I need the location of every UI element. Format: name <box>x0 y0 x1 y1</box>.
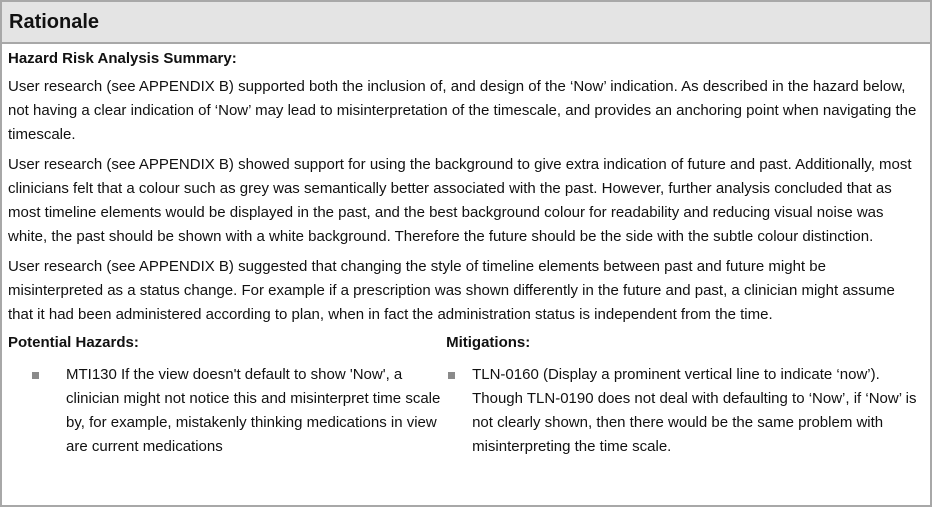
summary-paragraph-3: User research (see APPENDIX B) suggested that changing the style of timeline elements between past and future might be misinterpreted as a status change. For example if a prescription was shown differently in the future and past, a clinician might assume that it had been administered according to plan, when in fact the administration status is independent from the time. <box>8 258 895 323</box>
hazards-column <box>8 333 446 459</box>
bullet-square-icon <box>448 372 455 379</box>
mitigation-item <box>448 363 924 459</box>
panel-header <box>2 2 930 44</box>
summary-paragraph-1: User research (see APPENDIX B) supported both the inclusion of, and design of the ‘Now’ indication. As described in the hazard below, not having a clear indication of ‘Now’ may lead to misinterpretation of the timescale, and provides an anchoring point when navigating the timescale. <box>8 78 917 143</box>
summary-heading: Hazard Risk Analysis Summary: <box>8 50 237 67</box>
hazard-item <box>32 363 446 459</box>
mitigation-item-text: TLN-0160 (Display a prominent vertical line to indicate ‘now’). Though TLN-0190 does not deal with defaulting to ‘Now’, if ‘Now’ is not clearly shown, then there would be the same problem with misinterpreting the time scale. <box>472 366 917 455</box>
mitigations-column <box>446 333 924 459</box>
panel-title: Rationale <box>9 10 100 33</box>
hazard-item-text: MTI130 If the view doesn't default to show 'Now', a clinician might not notice this and misinterpret time scale by, for example, mistakenly thinking medications in view are current medications <box>66 366 441 455</box>
bullet-square-icon <box>32 372 39 379</box>
summary-paragraph-2: User research (see APPENDIX B) showed support for using the background to give extra indication of future and past. Additionally, most clinicians felt that a colour such as grey was semantically better associated with the past. However, further analysis concluded that as most timeline elements would be displayed in the past, and the best background colour for readability and reducing visual noise was white, the past should be shown with a white background. Therefore the future should be the side with the subtle colour distinction. <box>8 156 912 245</box>
panel-content <box>2 44 930 459</box>
hazards-heading: Potential Hazards: <box>8 334 139 351</box>
mitigations-heading: Mitigations: <box>446 334 531 351</box>
hazards-mitigations-columns <box>8 333 924 459</box>
